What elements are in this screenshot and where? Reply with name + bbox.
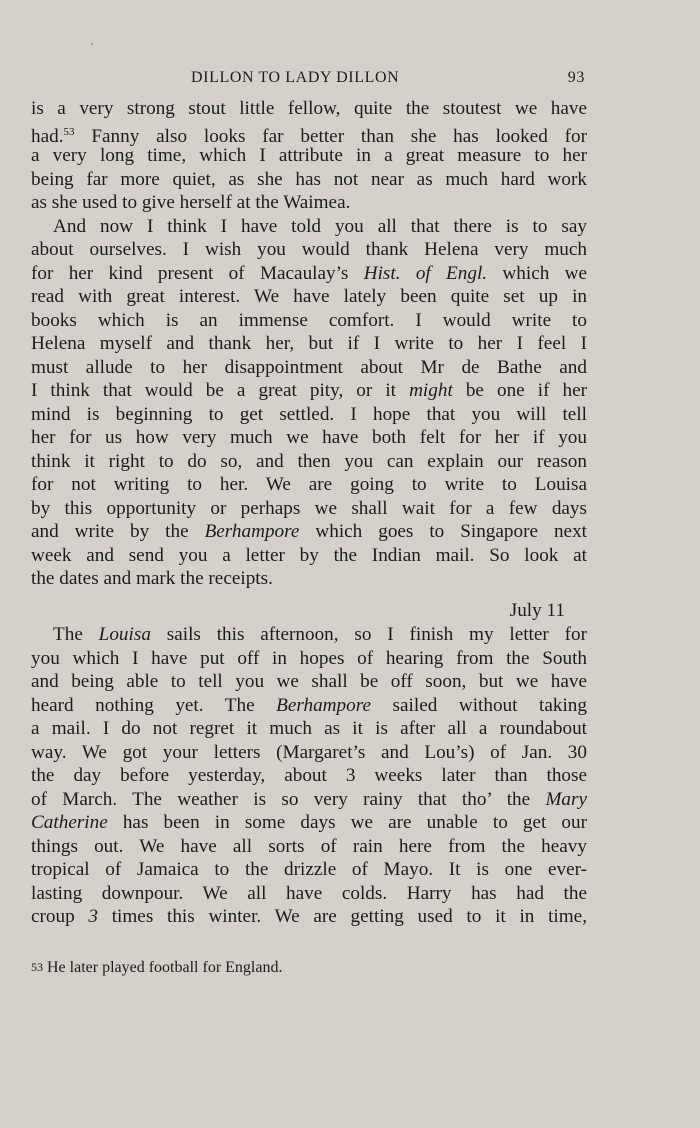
text-line: by this opportunity or perhaps we shall wait for a few days: [31, 497, 587, 519]
text-line: books which is an immense comfort. I would write to: [31, 309, 587, 331]
text-line: about ourselves. I wish you would thank Helena very much: [31, 239, 587, 260]
text-line: for her kind present of Macaulay’s Hist. of Engl. which we: [31, 262, 587, 284]
ship-name: Louisa: [98, 624, 151, 645]
text-line: and write by the Berhampore which goes to Singapore next: [31, 521, 587, 542]
text-line: mind is beginning to get settled. I hope that you will tell: [31, 403, 587, 425]
text-line: her for us how very much we have both felt for her if you: [31, 427, 587, 448]
emphasis: 3: [88, 906, 98, 927]
text-line: as she used to give herself at the Waimea.: [31, 192, 351, 213]
text-line: things out. We have all sorts of rain here from the heavy: [31, 835, 587, 857]
text-line: for not writing to her. We are going to write to Louisa: [31, 474, 587, 495]
text-line: think it right to do so, and then you can explain our reason: [31, 450, 587, 472]
text-line: had.$^{53}$ Fanny also looks far better than she has looked for: [31, 125, 587, 147]
ship-name: Berhampore: [204, 521, 300, 542]
text-line: a mail. I do not regret it much as it is after all a roundabout: [31, 718, 587, 739]
text-line: of March. The weather is so very rainy that tho’ the Mary: [31, 788, 587, 810]
text-line: a very long time, which I attribute in a great measure to her: [31, 145, 587, 166]
text-line: The Louisa sails this afternoon, so I finish my letter for: [53, 624, 587, 645]
text-line: Catherine has been in some days we are unable to get our: [31, 812, 587, 833]
ship-name: Berhampore: [276, 694, 372, 716]
footnote-text: He later played football for England.: [47, 959, 283, 976]
page-number: 93: [567, 69, 585, 86]
text-line: And now I think I have told you all that there is to say: [53, 215, 587, 237]
text-line: tropical of Jamaica to the drizzle of Mayo. It is one ever-: [31, 859, 587, 880]
running-head: DILLON TO LADY DILLON: [191, 69, 400, 86]
text-line: and being able to tell you we shall be off soon, but we have: [31, 671, 587, 692]
text-line: way. We got your letters (Margaret’s and Lou’s) of Jan. 30: [31, 741, 587, 763]
page-header: [31, 64, 587, 94]
text-line: lasting downpour. We all have colds. Harry has had the: [31, 882, 587, 904]
text-line: heard nothing yet. The Berhampore sailed without taking: [31, 694, 587, 716]
emphasis: might: [409, 380, 453, 401]
text-line: croup 3 times this winter. We are getting used to it in time,: [31, 906, 587, 927]
text-line: must allude to her disappointment about Mr de Bathe and: [31, 356, 587, 378]
body-text: [31, 97, 587, 929]
text-line: the day before yesterday, about 3 weeks later than those: [31, 765, 587, 786]
ship-name: Catherine: [31, 812, 108, 833]
text-line: being far more quiet, as she has not near as much hard work: [31, 168, 587, 190]
dateline: July 11: [509, 599, 565, 621]
paper-speck: [91, 43, 93, 45]
footnote-number: 53: [31, 960, 43, 974]
text-line: I think that would be a great pity, or it might be one if her: [31, 380, 587, 401]
text-line: Helena myself and thank her, but if I write to her I feel I: [31, 333, 587, 354]
text-line: the dates and mark the receipts.: [31, 568, 273, 589]
text-line: read with great interest. We have lately been quite set up in: [31, 286, 587, 307]
text-line: you which I have put off in hopes of hearing from the South: [31, 647, 587, 669]
text-line: week and send you a letter by the Indian mail. So look at: [31, 544, 587, 566]
footnote: [31, 957, 587, 978]
book-title: Hist. of Engl.: [363, 262, 488, 284]
footnote-ref: 53: [63, 125, 75, 138]
text-line: is a very strong stout little fellow, quite the stoutest we have: [31, 98, 587, 119]
ship-name: Mary: [545, 788, 587, 810]
